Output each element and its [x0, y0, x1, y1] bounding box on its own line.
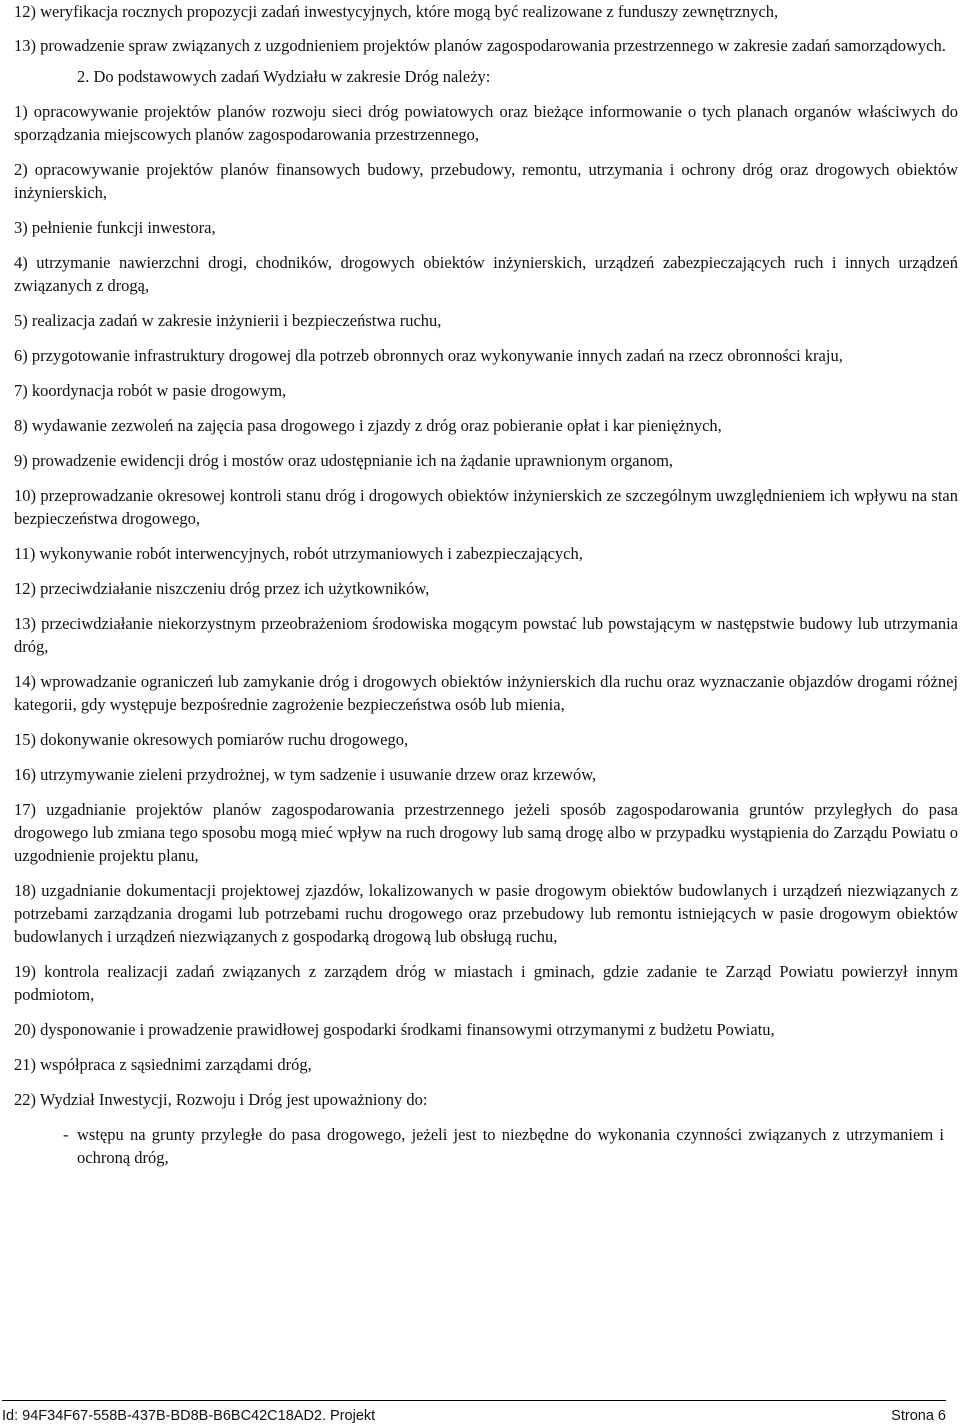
- list-item: 10) przeprowadzanie okresowej kontroli stanu dróg i drogowych obiektów inżynierskich ze szczególnym uwzględnieniem ich wpływu na stan bezpieczeństwa drogowego,: [14, 486, 958, 528]
- list-item: 3) pełnienie funkcji inwestora,: [14, 218, 216, 237]
- sub-list: [14, 1123, 958, 1169]
- list-item: 18) uzgadnianie dokumentacji projektowej zjazdów, lokalizowanych w pasie drogowym obiektów budowlanych i urządzeń niezwiązanych z potrzebami zarządzania drogami lub potrzebami ruchu drogowego oraz przebudowy lub remontu istniejących w pasie drogowym obiektów budowlanych i urządzeń niezwiązanych z gospodarką drogową lub obsługą ruchu,: [14, 881, 958, 946]
- list-item: 12) przeciwdziałanie niszczeniu dróg przez ich użytkowników,: [14, 579, 430, 598]
- list-item: 12) weryfikacja rocznych propozycji zadań inwestycyjnych, które mogą być realizowane z funduszy zewnętrznych,: [14, 2, 779, 21]
- section-2-list: [14, 100, 958, 1111]
- sub-list-item-text: wstępu na grunty przyległe do pasa drogowego, jeżeli jest to niezbędne do wykonania czynności związanych z utrzymaniem i ochroną dróg,: [77, 1125, 944, 1167]
- dash-marker: -: [63, 1125, 69, 1144]
- footer-row: [2, 1408, 946, 1424]
- list-item: 22) Wydział Inwestycji, Rozwoju i Dróg jest upoważniony do:: [14, 1090, 428, 1109]
- list-item: 14) wprowadzanie ograniczeń lub zamykanie dróg i drogowych obiektów inżynierskich dla ruchu oraz wyznaczanie objazdów drogami różnej kategorii, gdy występuje bezpośrednie zagrożenie bezpieczeństwa osób lub mienia,: [14, 672, 958, 714]
- list-item: 7) koordynacja robót w pasie drogowym,: [14, 381, 287, 400]
- section-heading: 2. Do podstawowych zadań Wydziału w zakresie Dróg należy:: [77, 67, 491, 86]
- list-item: 1) opracowywanie projektów planów rozwoju sieci dróg powiatowych oraz bieżące informowanie o tych planach organów właściwych do sporządzania miejscowych planów zagospodarowania przestrzennego,: [14, 102, 958, 144]
- list-item: 20) dysponowanie i prowadzenie prawidłowej gospodarki środkami finansowymi otrzymanymi z budżetu Powiatu,: [14, 1020, 775, 1039]
- sub-list-item: [63, 1123, 944, 1169]
- document-body: [14, 0, 958, 1169]
- list-item: 15) dokonywanie okresowych pomiarów ruchu drogowego,: [14, 730, 409, 749]
- document-id: Id: 94F34F67-558B-437B-BD8B-B6BC42C18AD2. Projekt: [2, 1408, 376, 1424]
- list-item: 8) wydawanie zezwoleń na zajęcia pasa drogowego i zjazdy z dróg oraz pobieranie opłat i kar pieniężnych,: [14, 416, 722, 435]
- list-item: 17) uzgadnianie projektów planów zagospodarowania przestrzennego jeżeli sposób zagospodarowania gruntów przyległych do pasa drogowego lub zmiana tego sposobu mogą mieć wpływ na ruch drogowy lub samą drogę albo w przypadku wystąpienia do Zarządu Powiatu o uzgodnienie projektu planu,: [14, 800, 958, 865]
- list-item: 13) prowadzenie spraw związanych z uzgodnieniem projektów planów zagospodarowania przestrzennego w zakresie zadań samorządowych.: [14, 36, 946, 55]
- list-item: 2) opracowywanie projektów planów finansowych budowy, przebudowy, remontu, utrzymania i ochrony dróg oraz drogowych obiektów inżynierskich,: [14, 160, 958, 202]
- page-number: Strona 6: [891, 1408, 946, 1424]
- list-item: 16) utrzymywanie zieleni przydrożnej, w tym sadzenie i usuwanie drzew oraz krzewów,: [14, 765, 597, 784]
- list-item: 5) realizacja zadań w zakresie inżynierii i bezpieczeństwa ruchu,: [14, 311, 442, 330]
- list-item: 9) prowadzenie ewidencji dróg i mostów oraz udostępnianie ich na żądanie uprawnionym organom,: [14, 451, 674, 470]
- list-item: 11) wykonywanie robót interwencyjnych, robót utrzymaniowych i zabezpieczających,: [14, 544, 583, 563]
- list-item: 4) utrzymanie nawierzchni drogi, chodników, drogowych obiektów inżynierskich, urządzeń zabezpieczających ruch i innych urządzeń związanych z drogą,: [14, 253, 958, 295]
- list-item: 13) przeciwdziałanie niekorzystnym przeobrażeniom środowiska mogącym powstać lub powstającym w następstwie budowy lub utrzymania dróg,: [14, 614, 958, 656]
- footer-rule: [2, 1400, 946, 1401]
- page-footer: [0, 1400, 960, 1424]
- list-item: 6) przygotowanie infrastruktury drogowej dla potrzeb obronnych oraz wykonywanie innych zadań na rzecz obronności kraju,: [14, 346, 843, 365]
- list-item: 21) współpraca z sąsiednimi zarządami dróg,: [14, 1055, 312, 1074]
- list-item: 19) kontrola realizacji zadań związanych z zarządem dróg w miastach i gminach, gdzie zadanie te Zarząd Powiatu powierzył innym podmiotom,: [14, 962, 958, 1004]
